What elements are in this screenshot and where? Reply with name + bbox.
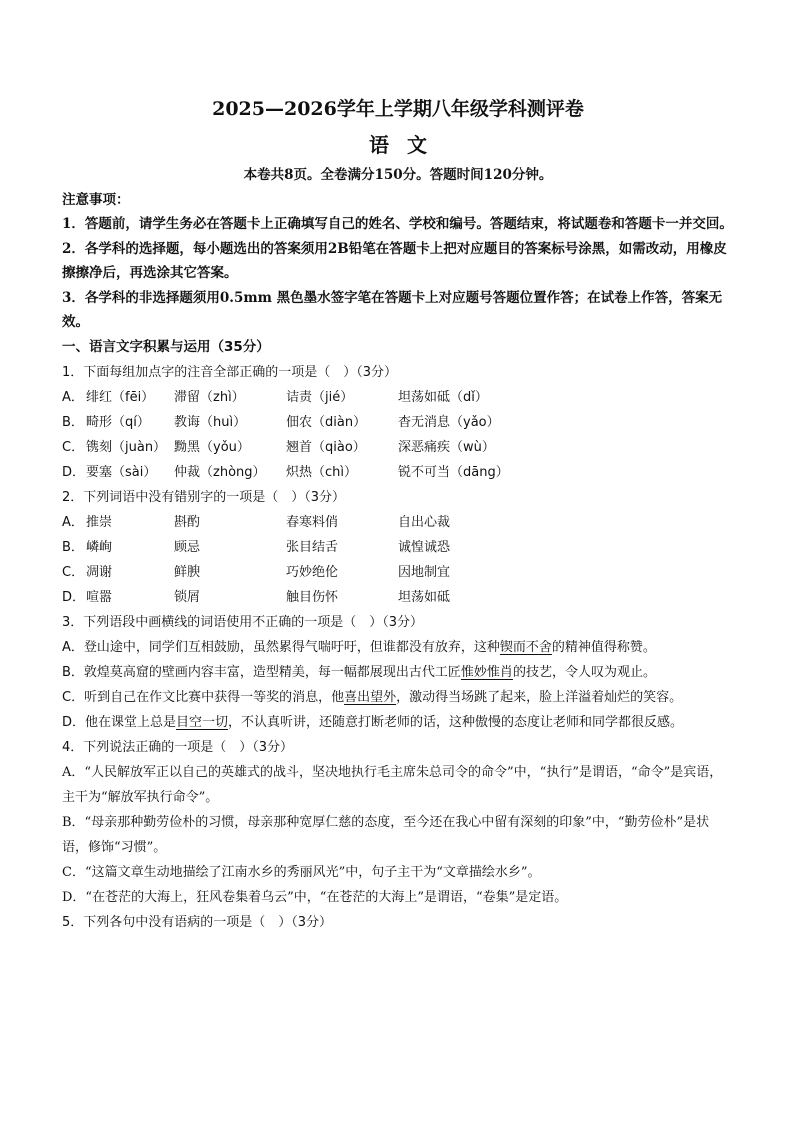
option-letter: B． — [62, 539, 84, 555]
question-stem: 3．下列语段中画横线的词语使用不正确的一项是（ ）（3分） — [62, 614, 424, 630]
question-stem: 5．下列各句中没有语病的一项是（ ）（3分） — [62, 914, 333, 930]
option-term: 推崇 — [86, 514, 113, 530]
option-term: 黝黑（yǒu） — [174, 439, 250, 455]
notice-heading: 注意事项： — [62, 192, 130, 208]
notice-item: 3．各学科的非选择题须用0.5mm 黑色墨水签字笔在答题卡上对应题号答题位置作答；在试卷上作答，答案无效。 — [62, 289, 723, 330]
option-term: 因地制宜 — [398, 564, 451, 580]
option-term: 杳无消息（yǎo） — [398, 414, 500, 430]
option-letter: C． — [62, 439, 85, 455]
option-term: 巧妙绝伦 — [286, 564, 339, 580]
option-row — [62, 435, 734, 460]
option-term: 炽热（chì） — [286, 464, 357, 480]
option-term: 深恶痛疾（wù） — [398, 439, 495, 455]
option-row — [62, 410, 734, 435]
option-term: 斟酌 — [174, 514, 201, 530]
option-row — [62, 510, 734, 535]
option-row — [62, 460, 734, 485]
option-term: 镌刻（juàn） — [86, 439, 167, 455]
option-term: 凋谢 — [86, 564, 113, 580]
option-letter: C． — [62, 564, 85, 580]
option-term: 春寒料俏 — [286, 514, 339, 530]
option-row — [62, 535, 734, 560]
option-term: 畸形（qí） — [86, 414, 150, 430]
option-term: 触目伤怀 — [286, 589, 339, 605]
option-term: 要塞（sài） — [86, 464, 157, 480]
question-stem: 1．下面每组加点字的注音全部正确的一项是（ ）（3分） — [62, 364, 398, 380]
option-letter: B． — [62, 414, 84, 430]
option-term: 绯红（fēi） — [86, 389, 155, 405]
option-term: 锐不可当（dāng） — [398, 464, 509, 480]
exam-title: 2025—2026学年上学期八年级学科测评卷 — [212, 98, 584, 120]
option-term: 翘首（qiào） — [286, 439, 366, 455]
option-term: 滞留（zhì） — [174, 389, 245, 405]
option-letter: D． — [62, 464, 86, 480]
option-text: B．敦煌莫高窟的壁画内容丰富，造型精美，每一幅都展现出古代工匠 — [62, 664, 461, 680]
option-term: 锁屑 — [174, 589, 201, 605]
underlined-phrase: 目空一切 — [176, 714, 229, 730]
option-term: 嶙峋 — [86, 539, 113, 555]
option-term: 诚惶诚恐 — [398, 539, 451, 555]
option-text: A．登山途中，同学们互相鼓励，虽然累得气喘吁吁，但谁都没有放弃，这种 — [62, 639, 500, 655]
option-text: 的精神值得称赞。 — [551, 639, 656, 655]
option-term: 喧嚣 — [86, 589, 113, 605]
option-text: C．听到自己在作文比赛中获得一等奖的消息，他 — [62, 689, 345, 705]
notice-item: 1．答题前，请学生务必在答题卡上正确填写自己的姓名、学校和编号。答题结束，将试题卷和答题卡一并交回。 — [62, 216, 733, 232]
exam-page — [62, 96, 734, 935]
option-term: 自出心裁 — [398, 514, 451, 530]
option-b — [62, 660, 734, 685]
underlined-phrase: 惟妙惟肖 — [460, 664, 513, 680]
option-term: 顾忌 — [174, 539, 201, 555]
option-text: D．他在课堂上总是 — [62, 714, 177, 730]
option-c — [62, 685, 734, 710]
exam-info: 本卷共8页。全卷满分150分。答题时间120分钟。 — [243, 167, 553, 183]
section-heading: 一、语言文字积累与运用（35分） — [62, 338, 270, 355]
option-text: ，激动得当场跳了起来，脸上洋溢着灿烂的笑容。 — [396, 689, 683, 705]
option-d — [62, 710, 734, 735]
option-term: 坦荡如砥（dǐ） — [398, 389, 488, 405]
question-stem: 4．下列说法正确的一项是（ ）（3分） — [62, 739, 294, 755]
underlined-phrase: 锲而不舍 — [499, 639, 552, 655]
option-a: A．“人民解放军正以自己的英雄式的战斗，坚决地执行毛主席朱总司令的命令”中，“执行”是谓语，“命令”是宾语，主干为“解放军执行命令”。 — [62, 764, 723, 805]
option-c: C．“这篇文章生动地描绘了江南水乡的秀丽风光”中，句子主干为“文章描绘水乡”。 — [62, 864, 541, 880]
option-b: B．“母亲那种勤劳俭朴的习惯，母亲那种宽厚仁慈的态度，至今还在我心中留有深刻的印象”中，“勤劳俭朴”是状语，修饰“习惯”。 — [62, 814, 710, 855]
question-stem: 2．下列词语中没有错别字的一项是（ ）（3分） — [62, 489, 346, 505]
notice-item: 2．各学科的选择题，每小题选出的答案须用2B铅笔在答题卡上把对应题目的答案标号涂黑，如需改动，用橡皮擦擦净后，再选涂其它答案。 — [62, 240, 727, 281]
option-d: D．“在苍茫的大海上，狂风卷集着乌云”中，“在苍茫的大海上”是谓语，“卷集”是定语。 — [62, 889, 568, 905]
option-letter: A． — [62, 389, 84, 405]
option-term: 仲裁（zhòng） — [174, 464, 266, 480]
option-text: 的技艺，令人叹为观止。 — [512, 664, 656, 680]
option-letter: D． — [62, 589, 86, 605]
option-row — [62, 385, 734, 410]
option-term: 诘责（jié） — [286, 389, 354, 405]
option-text: ，不认真听讲，还随意打断老师的话，这种傲慢的态度让老师和同学都很反感。 — [228, 714, 684, 730]
option-term: 鲜腴 — [174, 564, 201, 580]
option-row — [62, 560, 734, 585]
option-term: 张目结舌 — [286, 539, 339, 555]
subject-title: 语文 — [369, 133, 445, 157]
underlined-phrase: 喜出望外 — [344, 689, 397, 705]
option-term: 坦荡如砥 — [398, 589, 451, 605]
option-letter: A． — [62, 514, 84, 530]
option-a — [62, 635, 734, 660]
option-row — [62, 585, 734, 610]
option-term: 佃农（diàn） — [286, 414, 367, 430]
option-term: 教诲（huì） — [174, 414, 247, 430]
